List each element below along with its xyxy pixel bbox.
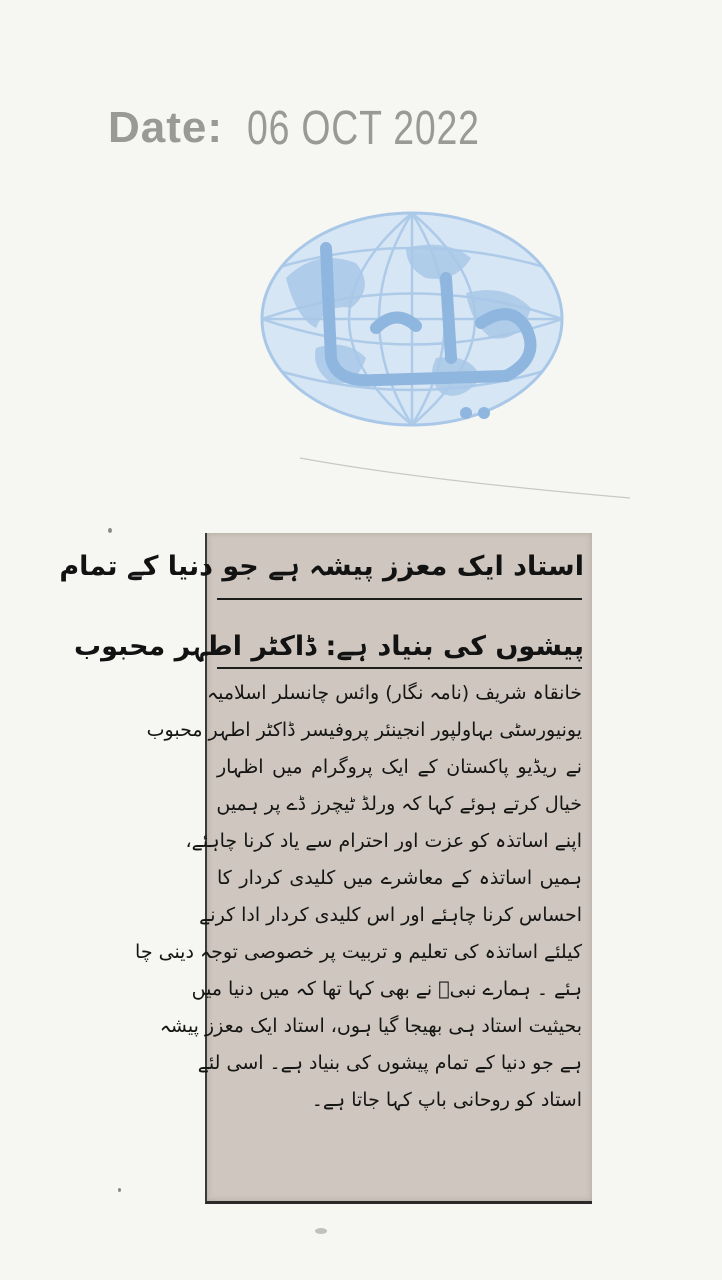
- date-stamp: [108, 98, 518, 158]
- globe-logo-icon: [256, 208, 568, 430]
- article-line: بحیثیت استاد ہی بھیجا گیا ہوں، استاد ایک معزز پیشہ: [159, 1015, 582, 1037]
- article-line: کیلئے اساتذہ کی تعلیم و تربیت پر خصوصی توجہ دینی چا: [135, 941, 582, 963]
- date-value: 06 OCT 2022: [247, 101, 480, 155]
- newspaper-clipping: [59, 533, 592, 1204]
- paper-crease: [300, 440, 630, 500]
- article-line: اپنے اساتذہ کو عزت اور احترام سے یاد کرنا چاہئے،: [185, 830, 582, 852]
- headline-divider: [217, 667, 582, 669]
- article-line: ہئے ۔ ہمارے نبیؐ نے بھی کہا تھا کہ میں دنیا میں: [191, 978, 582, 1000]
- scan-speck: [108, 528, 112, 533]
- headline-line-2: پیشوں کی بنیاد ہے: ڈاکٹر اطہر محبوب: [74, 631, 584, 662]
- article-line: ہمیں اساتذہ کے معاشرے میں کلیدی کردار کا: [217, 867, 582, 889]
- article-line: خانقاہ شریف (نامہ نگار) وائس چانسلر اسلامیہ: [207, 682, 582, 704]
- article-line: استاد کو روحانی باپ کہا جاتا ہے۔: [311, 1089, 582, 1111]
- article-line: نے ریڈیو پاکستان کے ایک پروگرام میں اظہار: [217, 756, 582, 778]
- scan-speck: [315, 1228, 327, 1234]
- article-line: خیال کرتے ہوئے کہا کہ ورلڈ ٹیچرز ڈے پر ہمیں: [216, 793, 582, 815]
- article-line: ہے جو دنیا کے تمام پیشوں کی بنیاد ہے۔ اسی لئے: [197, 1052, 582, 1074]
- scan-speck: [118, 1188, 121, 1192]
- date-label: Date:: [108, 103, 224, 152]
- article-body: [135, 675, 582, 1119]
- headline-line-1: استاد ایک معزز پیشہ ہے جو دنیا کے تمام: [59, 551, 584, 582]
- newspaper-logo-stamp: [256, 208, 568, 430]
- article-line: احساس کرنا چاہئے اور اس کلیدی کردار ادا کرنے: [199, 904, 582, 926]
- headline-divider: [217, 598, 582, 600]
- article-line: یونیورسٹی بہاولپور انجینئر پروفیسر ڈاکٹر اطہر محبوب: [146, 719, 582, 741]
